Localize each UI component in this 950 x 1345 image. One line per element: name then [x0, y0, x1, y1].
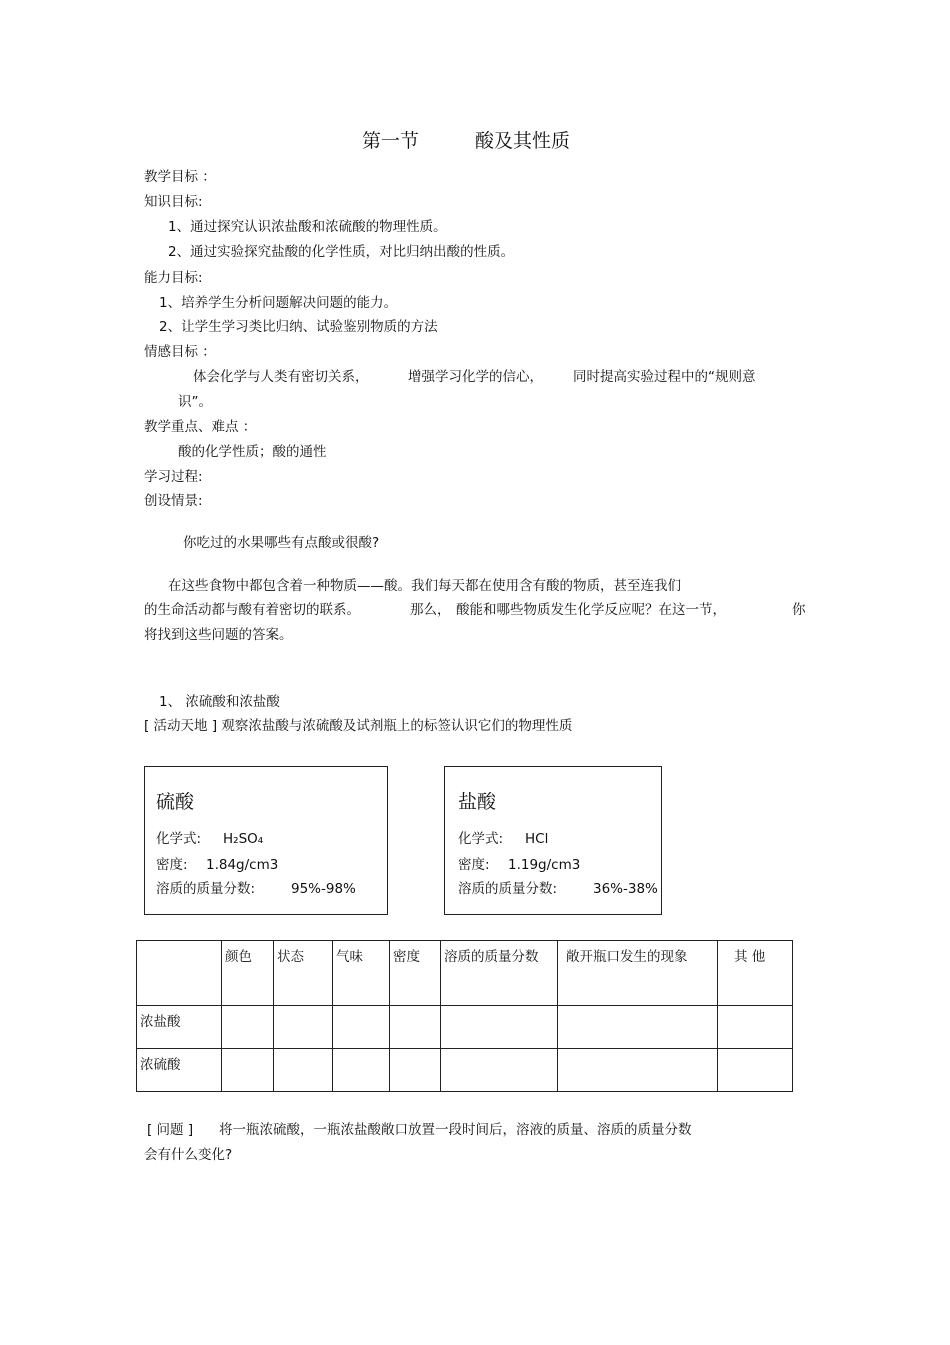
table-header-cell: 敞开瓶口发生的现象 — [558, 941, 718, 1006]
table-cell — [558, 1049, 718, 1092]
section-heading-1: 1、 浓硫酸和浓盐酸 — [159, 694, 280, 710]
table-row — [137, 1006, 793, 1049]
table-header-cell: 密度 — [390, 941, 441, 1006]
properties-table — [136, 940, 793, 1092]
label-title: 硫酸 — [156, 791, 195, 813]
fraction-row: 溶质的质量分数: 36%-38% — [458, 881, 658, 897]
table-header-row — [137, 941, 793, 1006]
keypoints-heading: 教学重点、难点 ： — [144, 419, 257, 435]
intro-paragraph-line-3: 将找到这些问题的答案。 — [144, 627, 293, 643]
table-cell — [441, 1049, 558, 1092]
density-row: 密度: 1.84g/cm3 — [156, 857, 279, 873]
table-header-cell: 其 他 — [718, 941, 793, 1006]
table-cell — [390, 1006, 441, 1049]
table-row — [137, 1049, 793, 1092]
emotion-text-c: 同时提高实验过程中的“规则意 — [573, 369, 756, 385]
formula-value: HCl — [525, 831, 549, 847]
fraction-value: 36%-38% — [593, 881, 658, 897]
problem-tag: [ 问题 ] — [147, 1122, 194, 1138]
knowledge-item-1: 1、通过探究认识浓盐酸和浓硫酸的物理性质。 — [168, 219, 447, 235]
problem-line-1: 将一瓶浓硫酸，一瓶浓盐酸敞口放置一段时间后，溶液的质量、溶质的质量分数 — [219, 1122, 692, 1138]
table-cell — [274, 1006, 333, 1049]
table-header-cell: 颜色 — [222, 941, 274, 1006]
page-title-part1: 第一节 — [362, 130, 420, 152]
emotion-heading: 情感目标 ： — [144, 344, 216, 360]
table-header-cell: 气味 — [333, 941, 390, 1006]
intro-paragraph-line-1: 在这些食物中都包含着一种物质——酸。我们每天都在使用含有酸的物质，甚至连我们 — [168, 578, 681, 594]
table-row-label: 浓硫酸 — [137, 1049, 222, 1092]
table-cell — [333, 1006, 390, 1049]
table-cell — [441, 1006, 558, 1049]
intro-paragraph-line-2c: 酸能和哪些物质发生化学反应呢？在这一节， — [456, 602, 726, 618]
page-title-part2: 酸及其性质 — [475, 130, 571, 152]
table-cell — [558, 1006, 718, 1049]
intro-paragraph-line-2a: 的生命活动都与酸有着密切的联系。 — [144, 602, 360, 618]
table-row-label: 浓盐酸 — [137, 1006, 222, 1049]
activity-text: [ 活动天地 ] 观察浓盐酸与浓硫酸及试剂瓶上的标签认识它们的物理性质 — [144, 718, 573, 734]
density-value: 1.84g/cm3 — [206, 857, 279, 873]
problem-line-2: 会有什么变化? — [144, 1147, 233, 1163]
table-header-cell — [137, 941, 222, 1006]
table-header-cell: 溶质的质量分数 — [441, 941, 558, 1006]
knowledge-item-2: 2、通过实验探究盐酸的化学性质，对比归纳出酸的性质。 — [168, 244, 515, 260]
scenario-question: 你吃过的水果哪些有点酸或很酸? — [183, 535, 380, 551]
process-heading: 学习过程: — [144, 469, 203, 485]
intro-paragraph-line-2d: 你 — [792, 602, 806, 618]
ability-item-1: 1、培养学生分析问题解决问题的能力。 — [159, 295, 398, 311]
objectives-heading: 教学目标 ： — [144, 169, 216, 185]
label-title: 盐酸 — [458, 791, 497, 813]
knowledge-heading: 知识目标: — [144, 194, 203, 210]
label-hydrochloric-acid — [444, 766, 662, 915]
emotion-text-a: 体会化学与人类有密切关系， — [193, 369, 369, 385]
emotion-text-d: 识”。 — [178, 394, 212, 410]
ability-heading: 能力目标: — [144, 270, 203, 286]
table-cell — [718, 1049, 793, 1092]
formula-row: 化学式: H₂SO₄ — [156, 831, 264, 847]
keypoints-text: 酸的化学性质；酸的通性 — [178, 444, 327, 460]
table-cell — [222, 1049, 274, 1092]
label-sulfuric-acid — [144, 766, 388, 915]
intro-paragraph-line-2b: 那么， — [410, 602, 451, 618]
fraction-value: 95%-98% — [291, 881, 356, 897]
table-cell — [390, 1049, 441, 1092]
table-cell — [718, 1006, 793, 1049]
density-row: 密度: 1.19g/cm3 — [458, 857, 581, 873]
table-cell — [222, 1006, 274, 1049]
table-cell — [274, 1049, 333, 1092]
fraction-row: 溶质的质量分数: 95%-98% — [156, 881, 356, 897]
density-value: 1.19g/cm3 — [508, 857, 581, 873]
formula-row: 化学式: HCl — [458, 831, 549, 847]
table-header-cell: 状态 — [274, 941, 333, 1006]
formula-value: H₂SO₄ — [223, 831, 264, 847]
ability-item-2: 2、让学生学习类比归纳、试验鉴别物质的方法 — [159, 319, 438, 335]
table-cell — [333, 1049, 390, 1092]
emotion-text-b: 增强学习化学的信心， — [408, 369, 543, 385]
scenario-heading: 创设情景: — [144, 493, 203, 509]
